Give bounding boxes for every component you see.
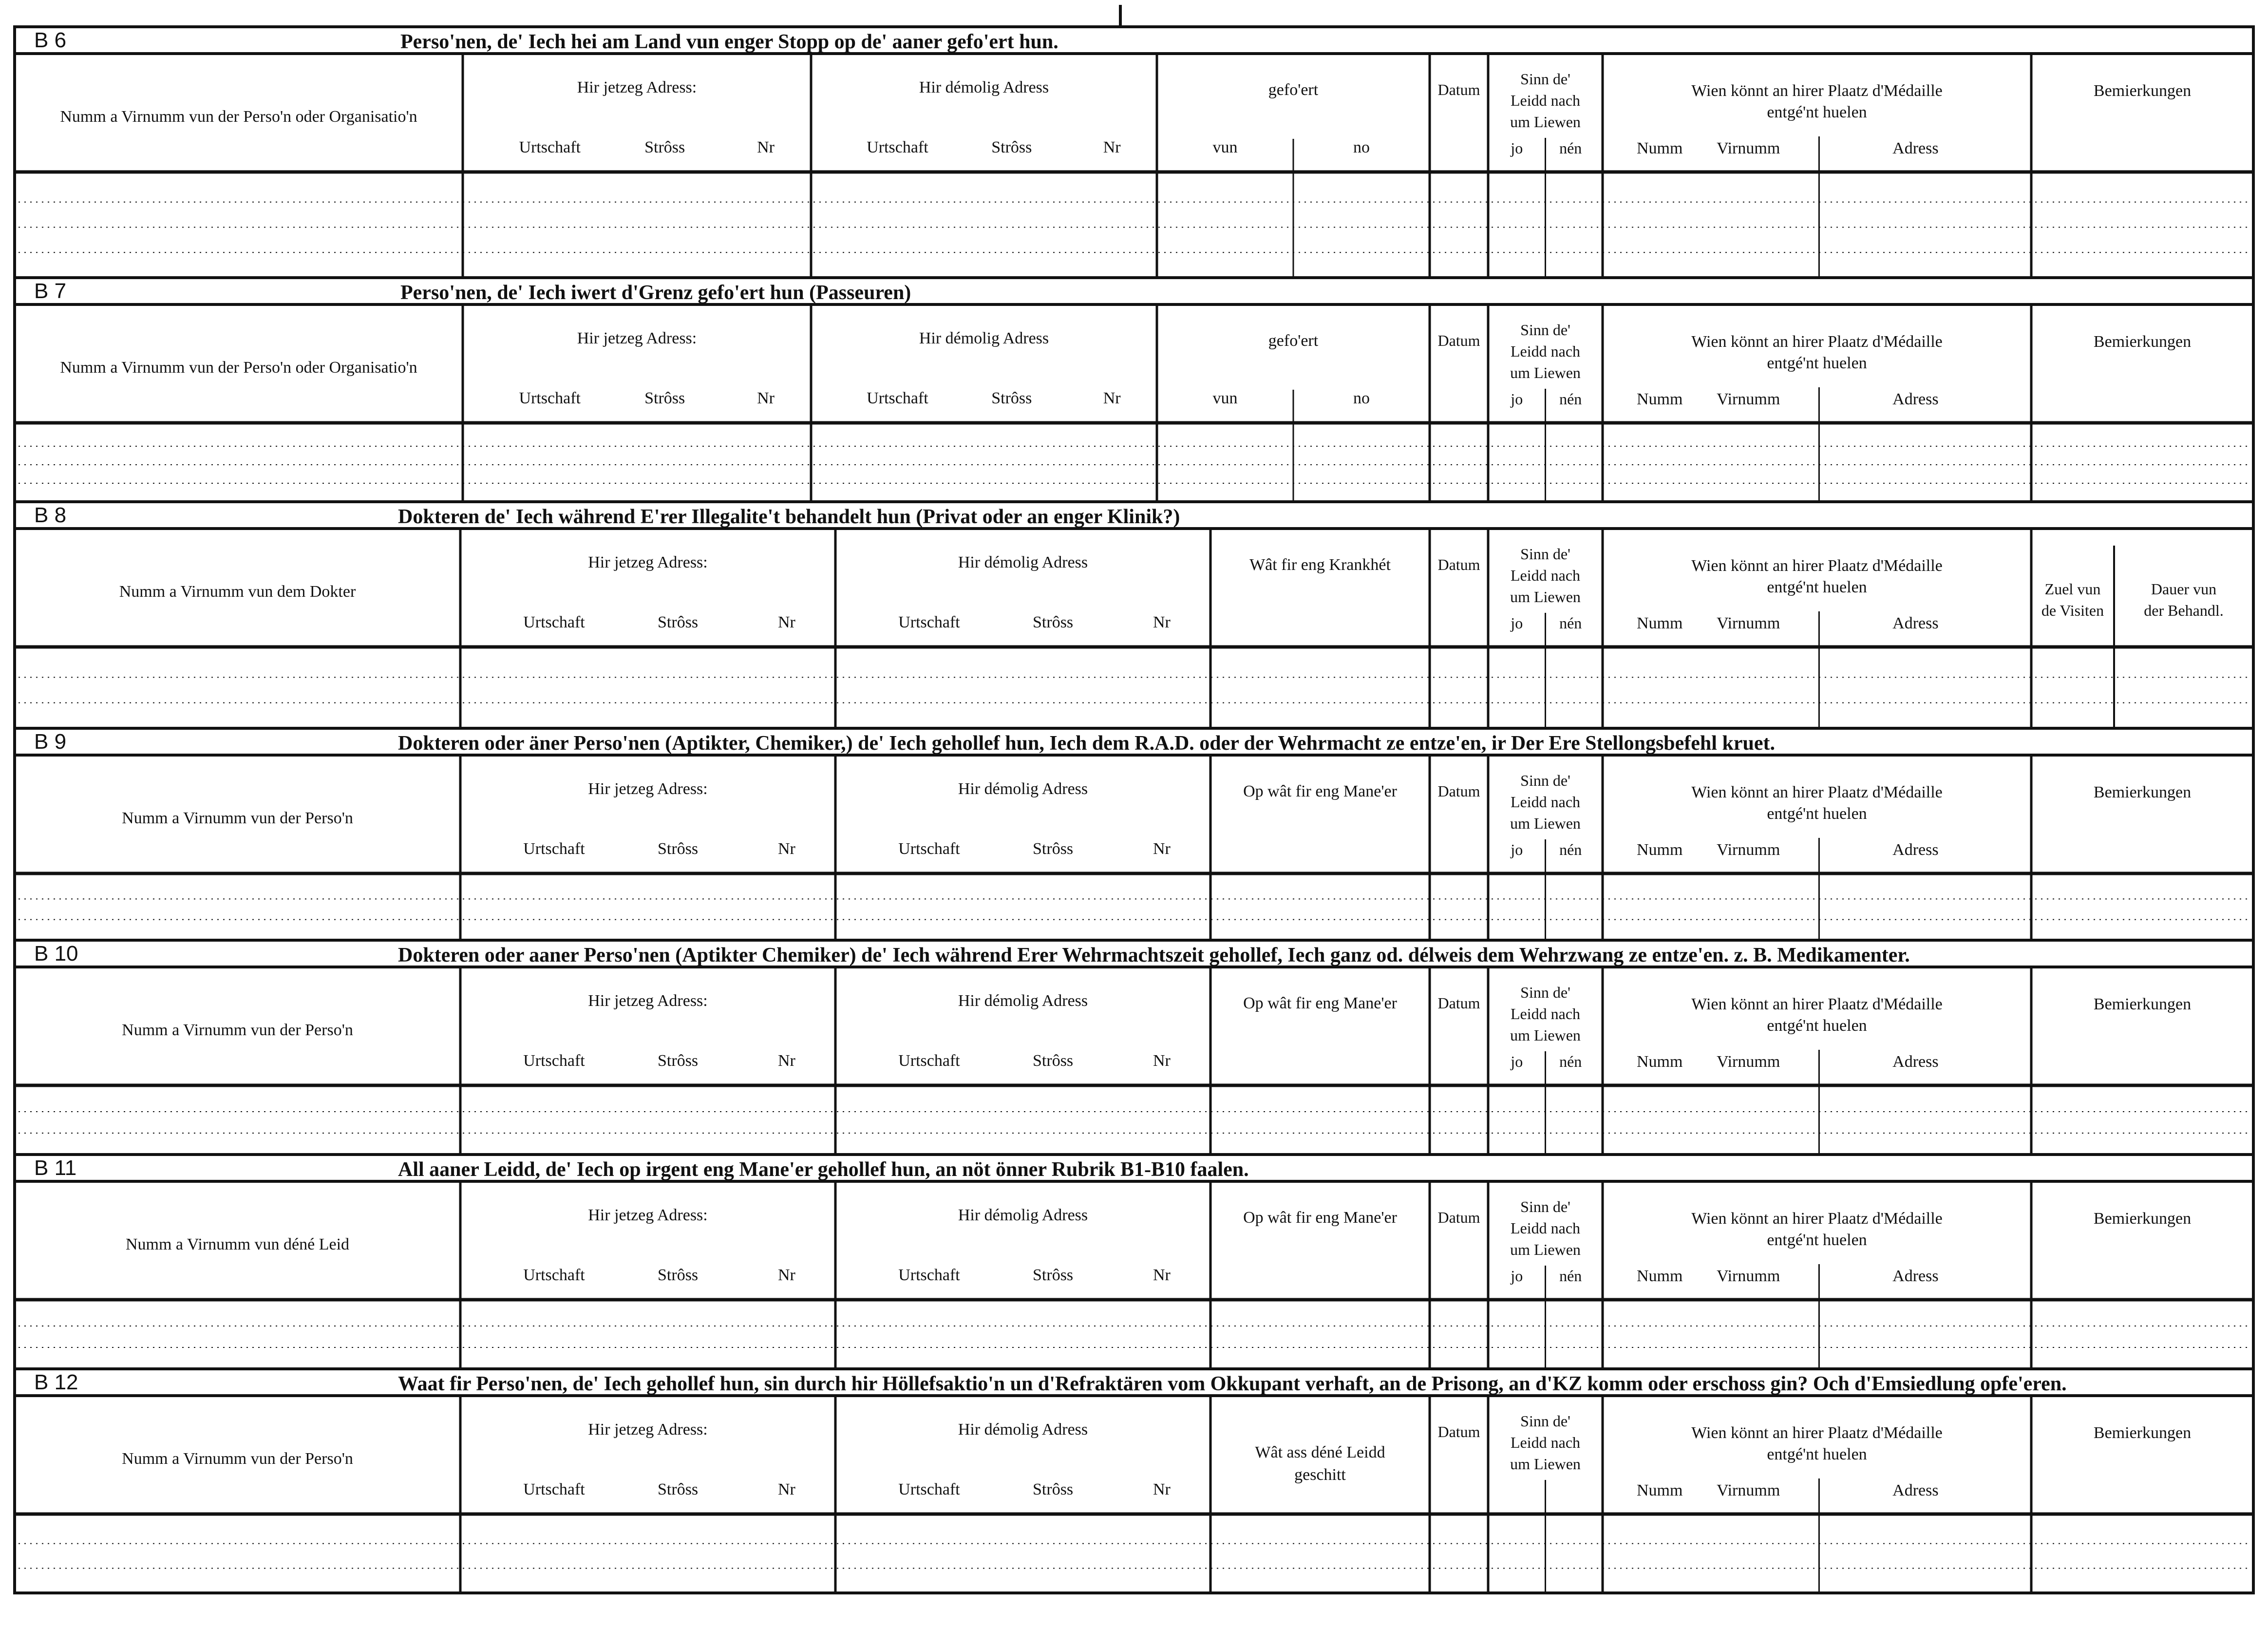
address-header: Adress xyxy=(1892,614,1939,632)
section-title: Perso'nen, de' Iech hei am Land vun enger Stopp op de' aaner gefo'ert hun. xyxy=(400,31,1058,53)
street-header: Strôss xyxy=(658,1480,699,1498)
number-header: Nr xyxy=(777,1266,795,1284)
place-header: Urtschaft xyxy=(523,613,585,631)
what-happened-header: geschitt xyxy=(1294,1466,1346,1484)
medal-header: Wien könnt an hirer Plaatz d'Médaille xyxy=(1691,333,1943,351)
place-header: Urtschaft xyxy=(867,138,928,156)
no-header: nén xyxy=(1559,390,1582,408)
address-header: Adress xyxy=(1892,1267,1939,1285)
no-header: nén xyxy=(1559,1053,1582,1070)
current-address-header: Hir jetzeg Adress: xyxy=(577,78,697,96)
place-header: Urtschaft xyxy=(519,389,581,407)
street-header: Strôss xyxy=(658,1266,699,1284)
medal-header: Wien könnt an hirer Plaatz d'Médaille xyxy=(1691,783,1943,801)
section-code: B 11 xyxy=(34,1156,77,1180)
alive-header: Leidd nach xyxy=(1510,1005,1581,1023)
treatment-duration-header: der Behandl. xyxy=(2144,602,2224,619)
medal-header: entgé'nt huelen xyxy=(1767,805,1867,823)
column-name-header: Numm a Virnumm vun der Perso'n xyxy=(122,809,353,827)
section-b12 xyxy=(15,1369,2253,1593)
column-name-header: Numm a Virnumm vun der Perso'n xyxy=(122,1450,353,1468)
alive-header: Leidd nach xyxy=(1510,342,1581,360)
current-address-header: Hir jetzeg Adress: xyxy=(588,1206,708,1224)
alive-header: Leidd nach xyxy=(1510,1219,1581,1237)
former-address-header: Hir démolig Adress xyxy=(958,992,1088,1010)
medal-header: Wien könnt an hirer Plaatz d'Médaille xyxy=(1691,82,1943,100)
manner-header: Op wât fir eng Mane'er xyxy=(1243,1209,1397,1227)
from-header: vun xyxy=(1212,389,1238,407)
number-header: Nr xyxy=(1153,1052,1171,1070)
alive-header: um Liewen xyxy=(1510,1241,1581,1258)
remarks-header: Bemierkungen xyxy=(2093,1424,2192,1442)
surname-header: Numm xyxy=(1637,841,1683,859)
section-b10 xyxy=(15,940,2253,1155)
place-header: Urtschaft xyxy=(898,613,960,631)
column-name-header: Numm a Virnumm vun der Perso'n oder Organisatio'n xyxy=(60,359,417,377)
firstname-header: Virnumm xyxy=(1717,614,1780,632)
section-code: B 12 xyxy=(34,1370,78,1394)
street-header: Strôss xyxy=(1033,840,1074,858)
alive-header: Leidd nach xyxy=(1510,567,1581,584)
section-b7 xyxy=(15,278,2253,502)
place-header: Urtschaft xyxy=(523,1266,585,1284)
street-header: Strôss xyxy=(658,840,699,858)
place-header: Urtschaft xyxy=(867,389,928,407)
yes-header: jo xyxy=(1511,1053,1523,1070)
firstname-header: Virnumm xyxy=(1717,841,1780,859)
section-title: Dokteren oder aaner Perso'nen (Aptikter Chemiker) de' Iech während Erer Wehrmachtszeit gehollef, Iech ganz od. délweis dem Wehrzwang ze entze'en. z. B. Medikamenter. xyxy=(398,944,1910,966)
street-header: Strôss xyxy=(991,138,1032,156)
address-header: Adress xyxy=(1892,139,1939,157)
column-name-header: Numm a Virnumm vun der Perso'n oder Organisatio'n xyxy=(60,108,417,126)
transported-header: gefo'ert xyxy=(1268,81,1319,99)
place-header: Urtschaft xyxy=(523,1480,585,1498)
current-address-header: Hir jetzeg Adress: xyxy=(588,1421,708,1439)
number-header: Nr xyxy=(1153,1480,1171,1498)
date-header: Datum xyxy=(1437,332,1480,349)
section-b11 xyxy=(15,1155,2253,1369)
current-address-header: Hir jetzeg Adress: xyxy=(588,553,708,571)
current-address-header: Hir jetzeg Adress: xyxy=(588,992,708,1010)
no-header: nén xyxy=(1559,1267,1582,1285)
number-header: Nr xyxy=(777,1480,795,1498)
surname-header: Numm xyxy=(1637,614,1683,632)
no-header: nén xyxy=(1559,614,1582,632)
former-address-header: Hir démolig Adress xyxy=(919,329,1049,347)
to-header: no xyxy=(1353,389,1370,407)
medal-header: entgé'nt huelen xyxy=(1767,578,1867,596)
place-header: Urtschaft xyxy=(898,1480,960,1498)
date-header: Datum xyxy=(1437,782,1480,800)
address-header: Adress xyxy=(1892,1481,1939,1499)
former-address-header: Hir démolig Adress xyxy=(919,78,1049,96)
date-header: Datum xyxy=(1437,1209,1480,1226)
transported-header: gefo'ert xyxy=(1268,332,1319,350)
date-header: Datum xyxy=(1437,81,1480,98)
section-code: B 8 xyxy=(34,503,67,527)
address-header: Adress xyxy=(1892,1053,1939,1071)
column-name-header: Numm a Virnumm vun der Perso'n xyxy=(122,1021,353,1039)
visit-goal-header: Zuel vun xyxy=(2044,580,2101,598)
section-b9 xyxy=(15,728,2253,940)
street-header: Strôss xyxy=(658,613,699,631)
number-header: Nr xyxy=(757,138,775,156)
firstname-header: Virnumm xyxy=(1717,139,1780,157)
medal-header: Wien könnt an hirer Plaatz d'Médaille xyxy=(1691,1210,1943,1228)
number-header: Nr xyxy=(1103,138,1121,156)
former-address-header: Hir démolig Adress xyxy=(958,1421,1088,1439)
surname-header: Numm xyxy=(1637,1053,1683,1071)
medal-header: Wien könnt an hirer Plaatz d'Médaille xyxy=(1691,995,1943,1013)
medal-header: Wien könnt an hirer Plaatz d'Médaille xyxy=(1691,557,1943,575)
column-name-header: Numm a Virnumm vun dem Dokter xyxy=(119,583,356,601)
medal-header: entgé'nt huelen xyxy=(1767,354,1867,372)
alive-header: Sinn de' xyxy=(1520,545,1570,563)
surname-header: Numm xyxy=(1637,1481,1683,1499)
place-header: Urtschaft xyxy=(523,1052,585,1070)
street-header: Strôss xyxy=(644,389,685,407)
to-header: no xyxy=(1353,138,1370,156)
section-title: Perso'nen, de' Iech iwert d'Grenz gefo'ert hun (Passeuren) xyxy=(400,282,911,304)
former-address-header: Hir démolig Adress xyxy=(958,780,1088,798)
place-header: Urtschaft xyxy=(519,138,581,156)
number-header: Nr xyxy=(777,1052,795,1070)
column-name-header: Numm a Virnumm vun déné Leid xyxy=(125,1235,350,1253)
manner-header: Op wât fir eng Mane'er xyxy=(1243,994,1397,1012)
firstname-header: Virnumm xyxy=(1717,1267,1780,1285)
from-header: vun xyxy=(1212,138,1238,156)
date-header: Datum xyxy=(1437,1423,1480,1440)
place-header: Urtschaft xyxy=(898,1052,960,1070)
alive-header: um Liewen xyxy=(1510,1026,1581,1044)
section-b8 xyxy=(15,502,2253,728)
yes-header: jo xyxy=(1511,390,1523,408)
no-header: nén xyxy=(1559,841,1582,858)
former-address-header: Hir démolig Adress xyxy=(958,553,1088,571)
treatment-duration-header: Dauer vun xyxy=(2151,580,2217,598)
section-code: B 9 xyxy=(34,730,67,754)
surname-header: Numm xyxy=(1637,1267,1683,1285)
section-title: Dokteren oder äner Perso'nen (Aptikter, Chemiker,) de' Iech gehollef hun, Iech dem R.A.D. oder der Wehrmacht ze entze'en, ir Der Ere Stellongsbefehl kruet. xyxy=(398,732,1775,755)
alive-header: Sinn de' xyxy=(1520,1412,1570,1430)
section-code: B 6 xyxy=(34,28,67,52)
yes-header: jo xyxy=(1511,1267,1523,1285)
remarks-header: Bemierkungen xyxy=(2093,1210,2192,1228)
number-header: Nr xyxy=(1153,840,1171,858)
number-header: Nr xyxy=(1153,613,1171,631)
address-header: Adress xyxy=(1892,390,1939,408)
alive-header: Sinn de' xyxy=(1520,1198,1570,1215)
remarks-header: Bemierkungen xyxy=(2093,783,2192,801)
medal-header: Wien könnt an hirer Plaatz d'Médaille xyxy=(1691,1424,1943,1442)
alive-header: um Liewen xyxy=(1510,814,1581,832)
current-address-header: Hir jetzeg Adress: xyxy=(588,780,708,798)
alive-header: um Liewen xyxy=(1510,588,1581,606)
alive-header: Sinn de' xyxy=(1520,772,1570,789)
section-b6 xyxy=(15,28,2253,278)
yes-header: jo xyxy=(1511,841,1523,858)
visit-goal-header: de Visiten xyxy=(2041,602,2104,619)
street-header: Strôss xyxy=(1033,613,1074,631)
date-header: Datum xyxy=(1437,994,1480,1012)
surname-header: Numm xyxy=(1637,390,1683,408)
medal-header: entgé'nt huelen xyxy=(1767,1231,1867,1249)
firstname-header: Virnumm xyxy=(1717,390,1780,408)
remarks-header: Bemierkungen xyxy=(2093,82,2192,100)
alive-header: um Liewen xyxy=(1510,113,1581,131)
alive-header: Leidd nach xyxy=(1510,1434,1581,1451)
alive-header: Sinn de' xyxy=(1520,70,1570,88)
section-title: Waat fir Perso'nen, de' Iech gehollef hun, sin durch hir Höllefsaktio'n un d'Refraktären vom Okkupant verhaft, an de Prisong, an d'KZ komm oder erschoss gin? Och d'Emsiedlung opfe'eren. xyxy=(398,1373,2067,1395)
medal-header: entgé'nt huelen xyxy=(1767,1445,1867,1463)
section-title: All aaner Leidd, de' Iech op irgent eng Mane'er gehollef hun, an nöt önner Rubrik B1-B10 faalen. xyxy=(398,1158,1249,1181)
date-header: Datum xyxy=(1437,556,1480,573)
alive-header: um Liewen xyxy=(1510,364,1581,381)
street-header: Strôss xyxy=(644,138,685,156)
yes-header: jo xyxy=(1511,139,1523,157)
alive-header: Sinn de' xyxy=(1520,321,1570,339)
what-happened-header: Wât ass déné Leidd xyxy=(1255,1443,1385,1461)
current-address-header: Hir jetzeg Adress: xyxy=(577,329,697,347)
street-header: Strôss xyxy=(991,389,1032,407)
street-header: Strôss xyxy=(658,1052,699,1070)
address-header: Adress xyxy=(1892,841,1939,859)
medal-header: entgé'nt huelen xyxy=(1767,1017,1867,1035)
number-header: Nr xyxy=(777,840,795,858)
place-header: Urtschaft xyxy=(523,840,585,858)
remarks-header: Bemierkungen xyxy=(2093,333,2192,351)
illness-header: Wât fir eng Krankhét xyxy=(1249,556,1391,574)
remarks-header: Bemierkungen xyxy=(2093,995,2192,1013)
no-header: nén xyxy=(1559,139,1582,157)
street-header: Strôss xyxy=(1033,1266,1074,1284)
alive-header: Leidd nach xyxy=(1510,92,1581,109)
yes-header: jo xyxy=(1511,614,1523,632)
former-address-header: Hir démolig Adress xyxy=(958,1206,1088,1224)
place-header: Urtschaft xyxy=(898,1266,960,1284)
number-header: Nr xyxy=(1153,1266,1171,1284)
street-header: Strôss xyxy=(1033,1480,1074,1498)
section-code: B 10 xyxy=(34,942,78,966)
section-title: Dokteren de' Iech während E'rer Illegalite't behandelt hun (Privat oder an enger Klinik?) xyxy=(398,506,1180,528)
firstname-header: Virnumm xyxy=(1717,1481,1780,1499)
firstname-header: Virnumm xyxy=(1717,1053,1780,1071)
alive-header: um Liewen xyxy=(1510,1455,1581,1473)
place-header: Urtschaft xyxy=(898,840,960,858)
number-header: Nr xyxy=(777,613,795,631)
alive-header: Leidd nach xyxy=(1510,793,1581,811)
manner-header: Op wât fir eng Mane'er xyxy=(1243,782,1397,800)
number-header: Nr xyxy=(1103,389,1121,407)
street-header: Strôss xyxy=(1033,1052,1074,1070)
section-code: B 7 xyxy=(34,279,67,303)
number-header: Nr xyxy=(757,389,775,407)
surname-header: Numm xyxy=(1637,139,1683,157)
medal-header: entgé'nt huelen xyxy=(1767,103,1867,121)
alive-header: Sinn de' xyxy=(1520,984,1570,1001)
